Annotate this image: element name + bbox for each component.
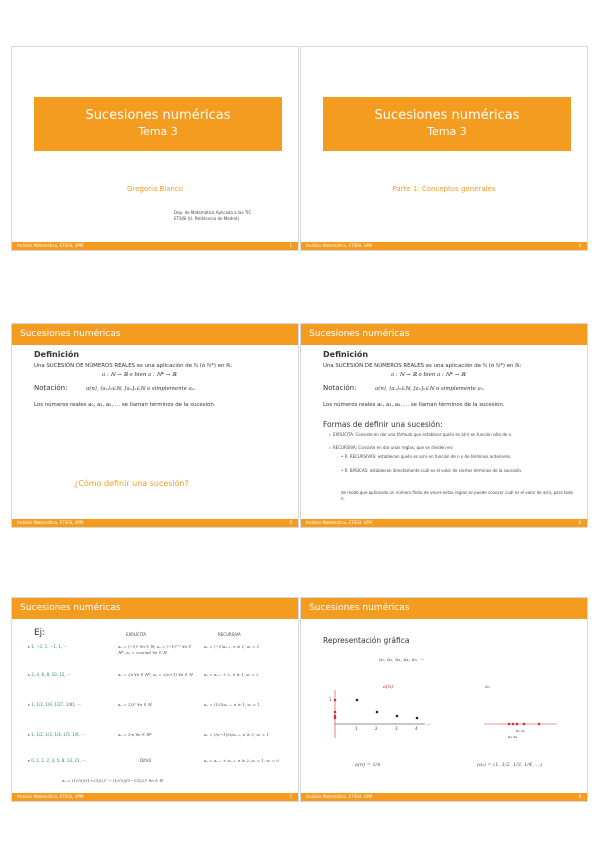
x-tick-3: 3 — [395, 726, 398, 731]
page-number: 4 — [578, 243, 581, 248]
closing-text: de modo que aplicando un número finito de veces estas reglas se puede conocer cuál es el valor de a(n), para todo n. — [341, 490, 573, 501]
page-number: 6 — [578, 520, 581, 525]
question: ¿Cómo definir una sucesión? — [74, 479, 189, 488]
graph-title: Representación gráfica — [323, 636, 410, 645]
point-a2 — [376, 711, 379, 714]
notation-label: Notación: — [34, 384, 68, 392]
column-recursiva: RECURSIVA — [218, 632, 241, 637]
terms-text: Los números reales a₀, a₁, a₂, … se llaman términos de la sucesión. — [34, 402, 216, 408]
explicit-5: Difícil — [140, 758, 152, 763]
right-formula: (aₙ) = (1, 1/2, 1/3, 1/4, ...) — [477, 762, 542, 768]
definition-map: a : ℕ → ℝ o bien a : ℕ* → ℝ — [102, 372, 177, 378]
definition-title: Definición — [34, 350, 80, 359]
definition-text: Una SUCESIÓN DE NÚMEROS REALES es una aplicación de ℕ (ó ℕ*) en ℝ: — [34, 363, 233, 369]
bullet-text: R. BÁSICAS: establecen directamente cuál es el valor de ciertos términos de la sucesión. — [344, 468, 523, 473]
notation: a(n), (aₙ)ₙ∈ℕ, [aₙ]ₙ∈ℕ o simplemente aₙ. — [375, 386, 485, 392]
sub-bullet-recursivas: • R. RECURSIVAS: establecen quién es a(n) en función de n y de términos anteriores. — [341, 454, 512, 459]
footer-text: Análisis Matemático, ETSISI, UPM — [306, 520, 373, 525]
slide-footer — [301, 242, 587, 250]
left-graph — [325, 688, 435, 748]
sequence-text: 1, 1/2, 1/3, 1/4, 1/5, 1/6, ··· — [31, 732, 86, 737]
author: Gregoria Blanco — [126, 185, 184, 193]
slide-6 — [301, 598, 587, 801]
slide-header: Sucesiones numéricas — [12, 598, 298, 619]
fibonacci-formula: aₙ = (1/√5)((1+√5)/2)ⁿ − (1/√5)((1−√5)/2)ⁿ ∀n ∈ ℕ — [62, 778, 163, 783]
slide-1 — [12, 47, 298, 250]
footer-text: Análisis Matemático, ETSISI, UPM — [17, 520, 84, 525]
slide-title: Sucesiones numéricas — [85, 108, 231, 123]
explicit-2: aₙ = 2n ∀n ∈ ℕ*; aₙ = 2(n+1) ∀n ∈ ℕ — [118, 672, 193, 677]
affiliation-2: ETSISI (U. Politécnica de Madrid) — [174, 216, 240, 221]
left-formula: a(n) = 1/n — [355, 762, 381, 768]
left-label: a(n) — [383, 684, 394, 690]
slide-3 — [12, 324, 298, 527]
bullet-text: EXPLÍCITA: Consiste en dar una fórmula que establece quién es a(n) en función sólo de n. — [333, 432, 513, 437]
slide-subtitle: Tema 3 — [138, 125, 178, 138]
affiliation-1: Dep. de Matemática Aplicada a las TIC — [174, 210, 252, 215]
page-number: 1 — [289, 243, 292, 248]
slide-footer — [12, 519, 298, 527]
title-box — [323, 97, 571, 151]
slide-2 — [301, 47, 587, 250]
point-a4 — [416, 717, 419, 720]
slide-footer — [301, 519, 587, 527]
explicit-1: aₙ = (−1)ⁿ ∀n ∈ ℕ; aₙ = (−1)ⁿ⁺¹ ∀n ∈ ℕ*; aₙ = cos(nπ) ∀n ∈ ℕ — [118, 644, 192, 655]
right-point-labels: a₂ a₁ — [516, 728, 526, 733]
terms-text: Los números reales a₀, a₁, a₂, … se llaman términos de la sucesión. — [323, 402, 505, 408]
slide-footer — [301, 793, 587, 801]
definition-text: Una SUCESIÓN DE NÚMEROS REALES es una aplicación de ℕ (ó ℕ*) en ℝ: — [323, 363, 522, 369]
slide-4 — [301, 324, 587, 527]
footer-text: Análisis Matemático, ETSISI, UPM — [17, 243, 84, 248]
page-number: 8 — [578, 794, 581, 799]
title-box — [34, 97, 282, 151]
column-explicita: EXPLÍCITA — [126, 632, 146, 637]
slide-header: Sucesiones numéricas — [301, 598, 587, 619]
slide-header: Sucesiones numéricas — [12, 324, 298, 345]
bullet-text: RECURSIVA: Consiste en dar unas reglas, que se dividen en: — [333, 445, 454, 450]
forms-title: Formas de definir una sucesión: — [323, 420, 443, 429]
slide-title: Sucesiones numéricas — [374, 108, 520, 123]
slide-header: Sucesiones numéricas — [301, 324, 587, 345]
sequence-4: ▸ 1, 1/2, 1/3, 1/4, 1/5, 1/6, ··· — [28, 732, 86, 737]
explicit-3: aₙ = 1/3ⁿ ∀n ∈ ℕ — [118, 702, 152, 707]
page-number: 7 — [289, 794, 292, 799]
recursive-1: aₙ = (−1)aₙ₋₁, n ≥ 1; a₀ = 1 — [204, 644, 260, 649]
recursive-4: aₙ = ((n−1)/n)aₙ₋₁, n ≥ 2; a₁ = 1 — [204, 732, 269, 737]
bullet-explicita — [329, 432, 574, 438]
x-tick-4: 4 — [415, 726, 418, 731]
sequence-text: 2, 4, 6, 8, 10, 12, ··· — [31, 672, 71, 677]
point-a1 — [356, 699, 359, 702]
right-label: aₙ — [485, 684, 491, 690]
slide-5 — [12, 598, 298, 801]
notation: a(n), (aₙ)ₙ∈ℕ, [aₙ]ₙ∈ℕ o simplemente aₙ. — [86, 386, 196, 392]
definition-title: Definición — [323, 350, 369, 359]
y-tick-1: 1 — [329, 697, 332, 702]
sequence-2: ▸ 2, 4, 6, 8, 10, 12, ··· — [28, 672, 71, 677]
x-tick-more: ··· — [427, 722, 431, 727]
slide-footer — [12, 242, 298, 250]
page-number: 5 — [289, 520, 292, 525]
sequence-text: 0, 1, 1, 2, 3, 5, 8, 13, 21, ··· — [31, 758, 86, 763]
notation-label: Notación: — [323, 384, 357, 392]
x-tick-2: 2 — [375, 726, 378, 731]
footer-text: Análisis Matemático, ETSISI, UPM — [306, 243, 373, 248]
bullet-text: R. RECURSIVAS: establecen quién es a(n) en función de n y de términos anteriores. — [344, 454, 512, 459]
right-point-labels-2: a₃ a₄ — [508, 734, 518, 739]
definition-map: a : ℕ → ℝ o bien a : ℕ* → ℝ — [391, 372, 466, 378]
sequence-text: 1, 1/3, 1/9, 1/27, 1/81, ··· — [31, 702, 82, 707]
slide-subtitle: Tema 3 — [427, 125, 467, 138]
recursive-3: aₙ = (1/3)aₙ₋₁, n ≥ 1; a₀ = 1 — [204, 702, 260, 707]
bullet-recursiva — [329, 445, 574, 451]
part-title: Parte 1: Conceptos generales — [392, 185, 496, 193]
footer-text: Análisis Matemático, ETSISI, UPM — [306, 794, 373, 799]
x-tick-1: 1 — [355, 726, 358, 731]
sequence-1: ▸ 1, −1, 1, −1, 1, ··· — [28, 644, 68, 649]
terms-list: a₁, a₂, a₃, a₄, a₅, ··· — [379, 657, 425, 663]
recursive-5: aₙ = aₙ₋₁ + aₙ₋₂, n ≥ 2; a₀ = 1; a₁ = 0 — [204, 758, 279, 763]
example-label: Ej: — [34, 628, 46, 638]
explicit-4: aₙ = 1/n ∀n ∈ ℕ* — [118, 732, 152, 737]
sequence-3: ▸ 1, 1/3, 1/9, 1/27, 1/81, ··· — [28, 702, 82, 707]
slide-footer — [12, 793, 298, 801]
sub-bullet-basicas: • R. BÁSICAS: establecen directamente cuál es el valor de ciertos términos de la sucesión. — [341, 468, 523, 473]
sequence-text: 1, −1, 1, −1, 1, ··· — [31, 644, 68, 649]
sequence-5: ▸ 0, 1, 1, 2, 3, 5, 8, 13, 21, ··· — [28, 758, 86, 763]
footer-text: Análisis Matemático, ETSISI, UPM — [17, 794, 84, 799]
point-a3 — [396, 715, 399, 718]
recursive-2: aₙ = aₙ₋₁ + 2, n ≥ 1; a₀ = 2 — [204, 672, 259, 677]
